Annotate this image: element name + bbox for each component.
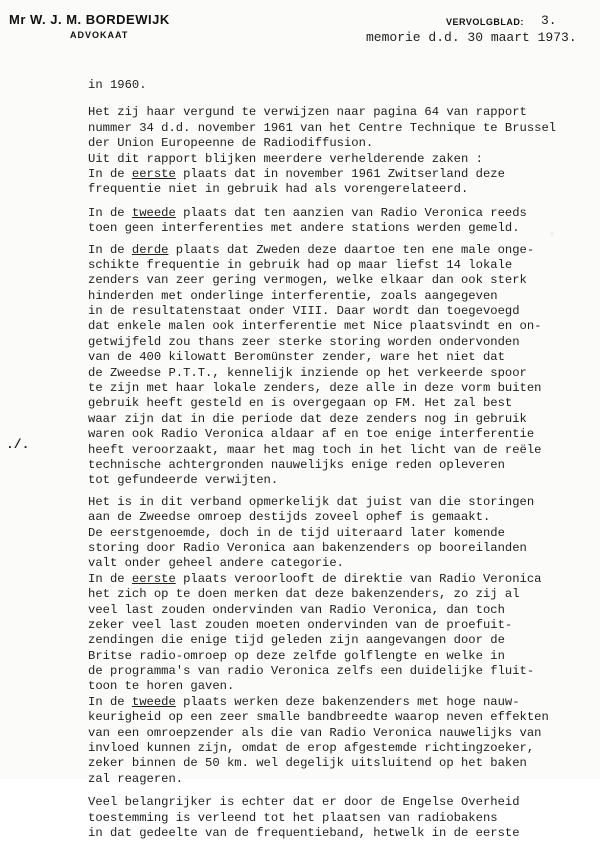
- text-line: in dat gedeelte van de frequentieband, hetwelk in de eerste: [88, 825, 520, 840]
- text-line: der Union Europeenne de Radiodiffusion.: [88, 136, 374, 151]
- text-line: zal reageren.: [88, 771, 184, 786]
- text-line: veel last zouden ondervinden van Radio Veronica, dan toch: [88, 602, 505, 617]
- text-line: getwijfeld zou thans zeer sterke storing worden ondervonden: [88, 334, 520, 349]
- text-line: Het is in dit verband opmerkelijk dat juist van die storingen: [88, 494, 535, 509]
- text-line: zenders van zeer gering vermogen, welke elkaar dan ook sterk: [88, 273, 527, 288]
- text-line: Het zij haar vergund te verwijzen naar pagina 64 van rapport: [88, 105, 527, 120]
- text-line: van een omroepzender als die van Radio Veronica nauwelijks van: [88, 725, 542, 740]
- text-line: In de tweede plaats dat ten aanzien van Radio Veronica reeds: [88, 205, 527, 220]
- text-line: In de tweede plaats werken deze bakenzenders met hoge nauw-: [88, 694, 520, 709]
- text-line: aan de Zweedse omroep destijds zoveel ophef is gemaakt.: [88, 510, 491, 525]
- paragraph: [88, 495, 588, 787]
- letterhead-title: ADVOKAAT: [70, 30, 129, 40]
- text-line: zeker binnen de 50 km. wel degelijk uitsluitend op het baken: [88, 756, 527, 771]
- text-line: dat enkele malen ook interferentie met Nice plaatsvindt en on-: [88, 319, 542, 334]
- text-line: zendingen die enige tijd geleden zijn aangevangen door de: [88, 633, 505, 648]
- margin-continuation-mark: ./.: [6, 437, 30, 452]
- text-line: technische achtergronden nauwelijks enige reden opleveren: [88, 457, 505, 472]
- memo-date: memorie d.d. 30 maart 1973.: [366, 30, 577, 45]
- text-line: zeker veel last zouden moeten ondervinden van de proefuit-: [88, 617, 513, 632]
- text-line: gebruik heeft gesteld en is overgegaan op FM. Het zal best: [88, 396, 513, 411]
- paragraph: [88, 243, 588, 489]
- text-line: tot gefundeerde verwijten.: [88, 473, 279, 488]
- text-line: Veel belangrijker is echter dat er door de Engelse Overheid: [88, 795, 520, 810]
- text-line: waren ook Radio Veronica aldaar af en toe enige interferentie: [88, 427, 535, 442]
- text-line: toen geen interferenties met andere stations werden gemeld.: [88, 221, 520, 236]
- text-line: in de resultatenstaat onder VIII. Daar wordt dan toegevoegd: [88, 304, 520, 319]
- text-line: nummer 34 d.d. november 1961 van het Centre Technique te Brussel: [88, 120, 557, 135]
- text-line: te zijn met haar lokale zenders, deze alle in deze vorm buiten: [88, 381, 542, 396]
- text-line: storing door Radio Veronica aan bakenzenders op booreilanden: [88, 540, 527, 555]
- text-line: waar zijn dat in die periode dat deze zenders nog in gebruik: [88, 411, 527, 426]
- sheet-number: 3.: [541, 13, 557, 28]
- text-line: In de eerste plaats veroorlooft de direktie van Radio Veronica: [88, 571, 542, 586]
- text-line: keurigheid op een zeer smalle bandbreedte waarop neven effekten: [88, 710, 549, 725]
- continuation-sheet-label: VERVOLGBLAD:: [446, 17, 524, 27]
- text-line: toon te horen gaven.: [88, 679, 235, 694]
- text-line: de Zweedse P.T.T., kennelijk inziende op het verkeerde spoor: [88, 365, 527, 380]
- text-line: schikte frequentie in gebruik had op maar liefst 14 lokale: [88, 257, 513, 272]
- underlined-ordinal: eerste: [131, 571, 176, 586]
- paragraph: [88, 206, 588, 237]
- text-line: in 1960.: [88, 78, 147, 92]
- text-line: In de derde plaats dat Zweden deze daartoe ten ene male onge-: [88, 242, 535, 257]
- text-line: van de 400 kilowatt Beromünster zender, ware het niet dat: [88, 350, 505, 365]
- text-line: heeft veroorzaakt, maar het mag toch in het licht van de reële: [88, 442, 542, 457]
- paragraph: [88, 105, 588, 197]
- text-line: hinderden met onderlinge interferentie, zoals aangegeven: [88, 288, 498, 303]
- text-line: In de eerste plaats dat in november 1961 Zwitserland deze: [88, 166, 505, 181]
- text-line: frequentie niet in gebruik had als vorengerelateerd.: [88, 182, 469, 197]
- underlined-ordinal: eerste: [131, 166, 176, 181]
- text-line: de programma's van radio Veronica zelfs een duidelijke fluit-: [88, 664, 535, 679]
- underlined-ordinal: tweede: [131, 205, 176, 220]
- paragraph: [88, 78, 588, 93]
- underlined-ordinal: tweede: [131, 694, 176, 709]
- text-line: Uit dit rapport blijken meerdere verhelderende zaken :: [88, 151, 483, 166]
- text-line: invloed kunnen zijn, omdat de erop afgestemde richtingzoeker,: [88, 741, 535, 756]
- paragraph: [88, 795, 588, 841]
- text-line: toestemming is verleend tot het plaatsen van radiobakens: [88, 810, 498, 825]
- text-line: Britse radio-omroep op deze zelfde golflengte en welke in: [88, 648, 505, 663]
- text-line: het zich op te doen merken dat deze bakenzenders, zo zij al: [88, 587, 520, 602]
- underlined-ordinal: derde: [131, 242, 169, 257]
- letterhead-name: Mr W. J. M. BORDEWIJK: [9, 12, 170, 27]
- letter-body: [88, 78, 588, 841]
- text-line: valt onder geheel andere categorie.: [88, 556, 344, 571]
- text-line: De eerstgenoemde, doch in de tijd uiteraard later komende: [88, 525, 505, 540]
